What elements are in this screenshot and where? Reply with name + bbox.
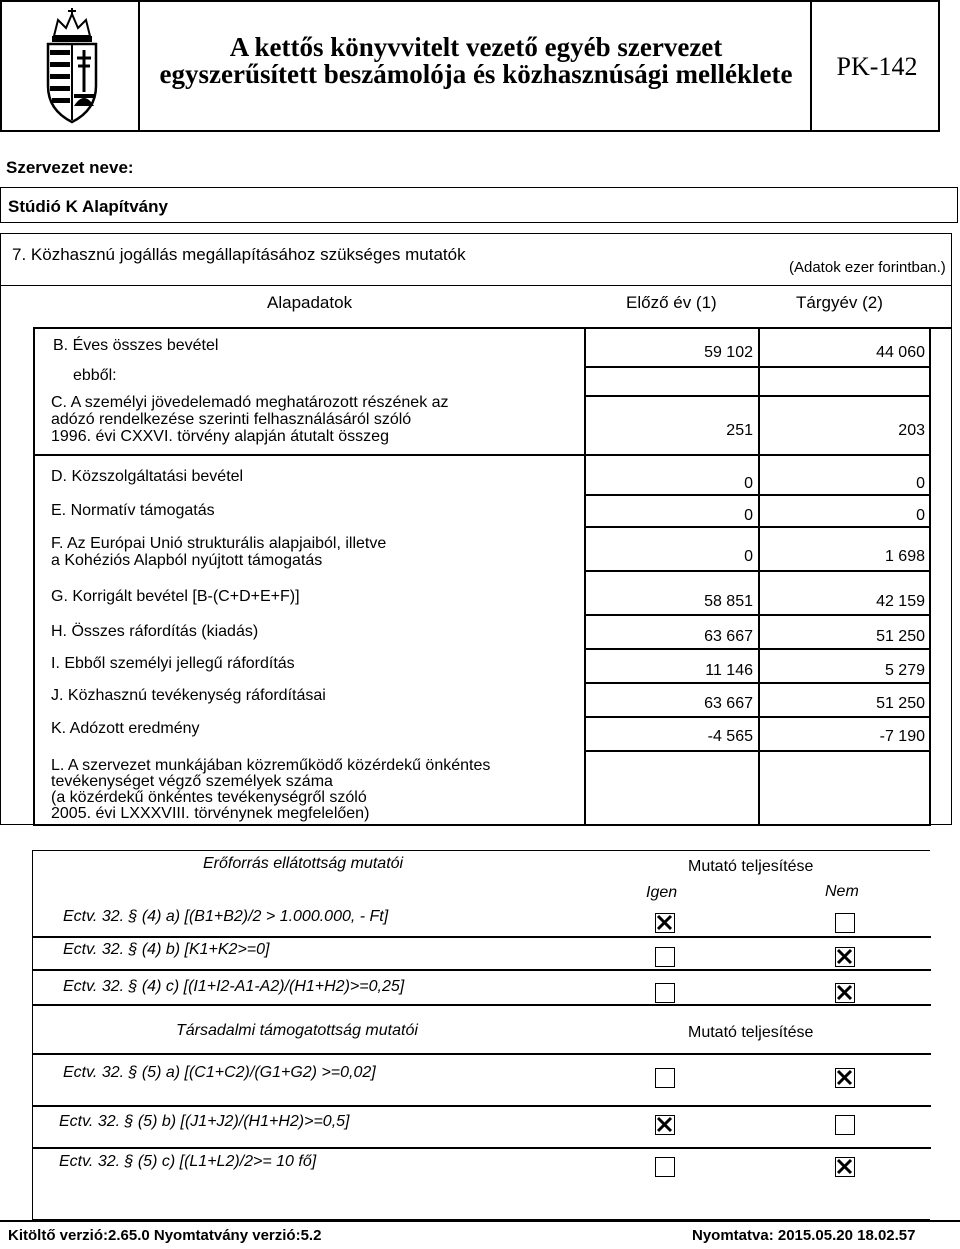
version-info: Kitöltő verzió:2.65.0 Nyomtatvány verzió:5.2: [8, 1227, 322, 1244]
value-j-curr: 51 250: [876, 695, 925, 712]
form-title-line2: egyszerűsített beszámolója és közhasznúsági melléklete: [159, 59, 793, 89]
organization-name: Stúdió K Alapítvány: [8, 197, 168, 216]
checkbox-no[interactable]: [835, 947, 855, 967]
value-b-prev: 59 102: [704, 344, 753, 361]
value-g-curr: 42 159: [876, 593, 925, 610]
form-title-line1: A kettős könyvvitelt vezető egyéb szervezet: [229, 32, 723, 62]
row-divider: [584, 750, 929, 752]
value-d-curr: 0: [916, 475, 925, 492]
indicators-table: [0, 285, 952, 825]
column-divider: [758, 327, 760, 826]
row-divider: [584, 395, 929, 397]
title-area: [140, 2, 812, 130]
value-g-prev: 58 851: [704, 593, 753, 610]
checkbox-yes[interactable]: [655, 1157, 675, 1177]
checkbox-no[interactable]: [835, 983, 855, 1003]
value-k-prev: -4 565: [707, 728, 753, 745]
no-column-header: Nem: [825, 883, 859, 900]
social-indicators-title: Társadalmi támogatottság mutatói: [176, 1022, 418, 1039]
row-divider: [33, 1053, 931, 1055]
row-label-c-line2: adózó rendelkezése szerinti felhasználásáról szóló: [51, 411, 412, 428]
condition-label: Ectv. 32. § (5) c) [(L1+L2)/2>= 10 fő]: [59, 1153, 317, 1170]
row-label-f-line1: F. Az Európai Unió strukturális alapjaiból, illetve: [51, 535, 387, 552]
row-label-c-line3: 1996. évi CXXVI. törvény alapján átutalt összeg: [51, 428, 389, 445]
row-label-j: J. Közhasznú tevékenység ráfordításai: [51, 687, 326, 704]
row-divider: [584, 366, 929, 368]
value-i-prev: 11 146: [705, 662, 753, 679]
value-h-prev: 63 667: [704, 628, 753, 645]
row-divider: [584, 716, 929, 718]
value-f-prev: 0: [744, 548, 753, 565]
row-label-d: D. Közszolgáltatási bevétel: [51, 468, 244, 485]
row-label-h: H. Összes ráfordítás (kiadás): [51, 623, 259, 640]
checkbox-no[interactable]: [835, 1115, 855, 1135]
condition-label: Ectv. 32. § (5) b) [(J1+J2)/(H1+H2)>=0,5]: [59, 1113, 350, 1130]
yes-column-header: Igen: [646, 884, 678, 901]
form-header: [0, 0, 940, 132]
value-i-curr: 5 279: [884, 662, 925, 679]
print-timestamp: Nyomtatva: 2015.05.20 18.02.57: [692, 1227, 916, 1244]
condition-label: Ectv. 32. § (4) b) [K1+K2>=0]: [63, 941, 270, 958]
row-label-e: E. Normatív támogatás: [51, 502, 215, 519]
row-label-l-line1: L. A szervezet munkájában közreműködő közérdekű önkéntes: [51, 757, 491, 774]
checkbox-yes[interactable]: [655, 983, 675, 1003]
condition-label: Ectv. 32. § (4) c) [(I1+I2-A1-A2)/(H1+H2)>=0,25]: [63, 978, 405, 995]
checkbox-yes[interactable]: [655, 1115, 675, 1135]
column-divider: [33, 327, 35, 826]
value-e-prev: 0: [744, 507, 753, 524]
indicator-performance-title: Mutató teljesítése: [688, 858, 814, 875]
row-divider: [584, 526, 929, 528]
value-d-prev: 0: [744, 475, 753, 492]
row-label-b: B. Éves összes bevétel: [53, 337, 219, 354]
row-divider: [33, 327, 951, 329]
value-e-curr: 0: [916, 507, 925, 524]
column-header-current-year: Tárgyév (2): [796, 293, 883, 312]
section-title: 7. Közhasznú jogállás megállapításához szükséges mutatók: [12, 245, 466, 264]
row-label-k: K. Adózott eredmény: [51, 720, 200, 737]
column-header-previous-year: Előző év (1): [626, 293, 717, 312]
value-k-curr: -7 190: [879, 728, 925, 745]
value-j-prev: 63 667: [704, 695, 753, 712]
indicator-performance-table: [32, 850, 930, 1220]
row-divider: [584, 648, 929, 650]
row-label-l-line4: 2005. évi LXXXVIII. törvénynek megfelelően): [51, 805, 370, 822]
logo-area: [2, 2, 140, 130]
row-divider: [33, 1147, 931, 1149]
checkbox-yes[interactable]: [655, 913, 675, 933]
form-code: PK-142: [836, 52, 918, 81]
row-label-ebbol: ebből:: [73, 367, 117, 384]
value-h-curr: 51 250: [876, 628, 925, 645]
row-divider: [584, 614, 929, 616]
row-label-f-line2: a Kohéziós Alapból nyújtott támogatás: [51, 552, 323, 569]
value-c-prev: 251: [726, 422, 753, 439]
row-label-c-line1: C. A személyi jövedelemadó meghatározott részének az: [51, 394, 449, 411]
checkbox-no[interactable]: [835, 1068, 855, 1088]
unit-note: (Adatok ezer forintban.): [789, 259, 946, 276]
value-f-curr: 1 698: [884, 548, 925, 565]
value-b-curr: 44 060: [876, 344, 925, 361]
row-divider: [33, 936, 931, 938]
condition-label: Ectv. 32. § (5) a) [(C1+C2)/(G1+G2) >=0,02]: [63, 1064, 376, 1081]
column-divider: [929, 327, 931, 826]
checkbox-yes[interactable]: [655, 1068, 675, 1088]
row-divider: [584, 494, 929, 496]
row-divider: [584, 682, 929, 684]
value-c-curr: 203: [898, 422, 925, 439]
condition-label: Ectv. 32. § (4) a) [(B1+B2)/2 > 1.000.000, - Ft]: [63, 908, 389, 925]
row-divider: [33, 1105, 931, 1107]
row-divider: [33, 454, 929, 456]
column-divider: [584, 327, 586, 826]
hungarian-coat-of-arms-icon: [40, 6, 104, 126]
checkbox-no[interactable]: [835, 1157, 855, 1177]
row-label-g: G. Korrigált bevétel [B-(C+D+E+F)]: [51, 588, 300, 605]
row-divider: [33, 1004, 931, 1006]
row-divider: [584, 570, 929, 572]
checkbox-no[interactable]: [835, 913, 855, 933]
checkbox-yes[interactable]: [655, 947, 675, 967]
row-label-l-line3: (a közérdekű önkéntes tevékenységről szóló: [51, 789, 367, 806]
row-divider: [33, 969, 931, 971]
footer-divider: [0, 1220, 960, 1222]
organization-label: Szervezet neve:: [6, 158, 134, 177]
row-divider: [33, 824, 929, 826]
indicator-performance-title-2: Mutató teljesítése: [688, 1024, 814, 1041]
resource-indicators-title: Erőforrás ellátottság mutatói: [203, 855, 404, 872]
row-label-l-line2: tevékenységet végző személyek száma: [51, 773, 333, 790]
row-label-i: I. Ebből személyi jellegű ráfordítás: [51, 655, 295, 672]
column-header-basic: Alapadatok: [267, 293, 353, 312]
